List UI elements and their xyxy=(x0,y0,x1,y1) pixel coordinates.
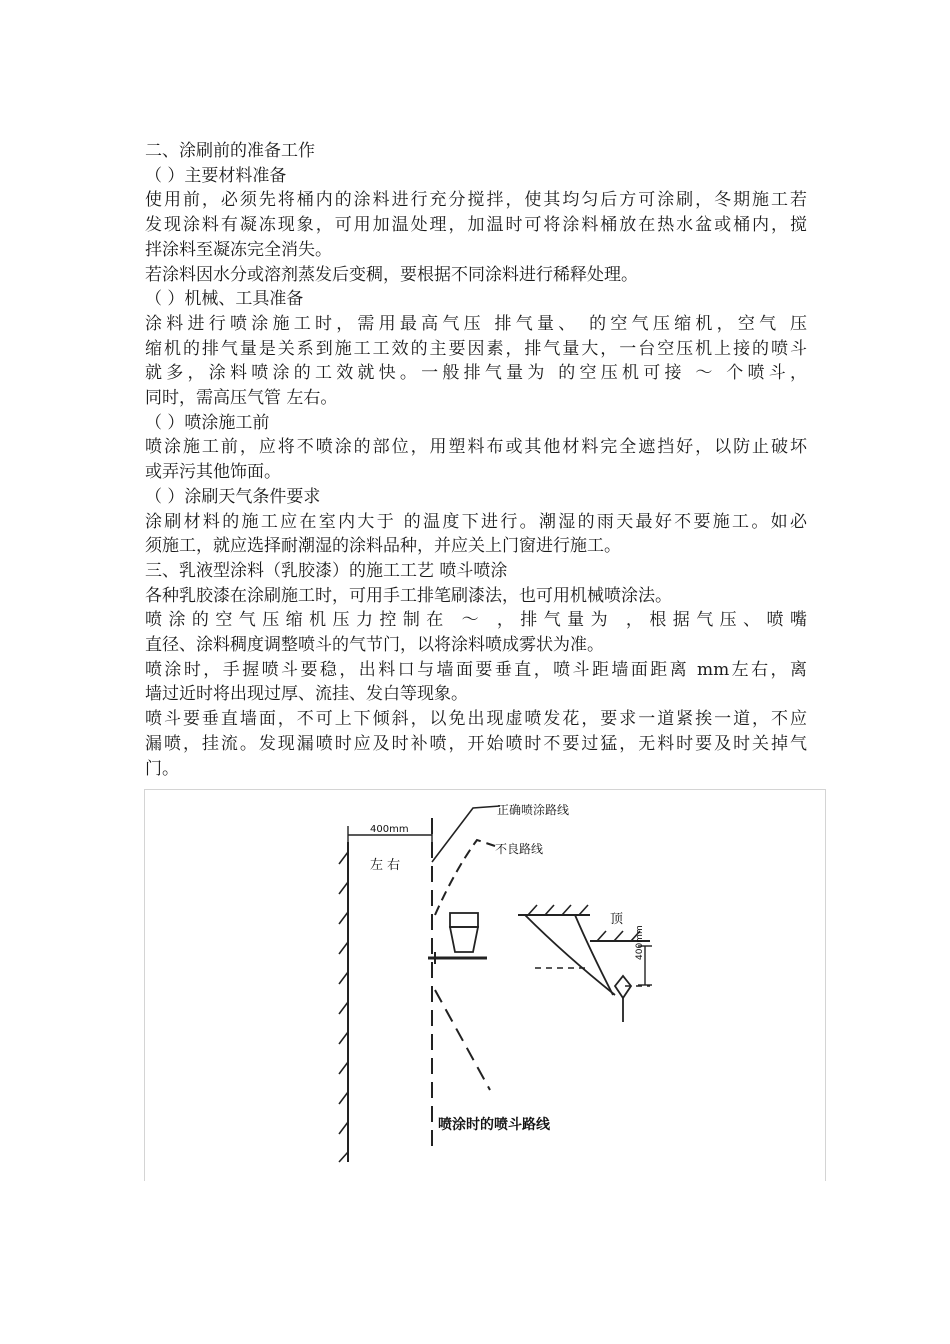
document-body xyxy=(145,139,807,781)
text-line: 喷涂施工前，应将不喷涂的部位，用塑料布或其他材料完全遮挡好，以防止破坏 xyxy=(145,437,807,458)
text-line: 发现涂料有凝冻现象，可用加温处理，加温时可将涂料桶放在热水盆或桶内，搅 xyxy=(145,215,807,236)
text-line: （ ）喷涂施工前 xyxy=(145,412,270,433)
text-line: 同时，需高压气管 左右。 xyxy=(145,388,338,409)
nozzle xyxy=(615,976,631,998)
corner-curve xyxy=(525,915,615,995)
text-line: 门。 xyxy=(145,758,179,779)
text-line: 涂料进行喷涂施工时，需用最高气压 排气量、 的空气压缩机，空气 压 xyxy=(145,313,807,334)
text-line: 直径、涂料稠度调整喷斗的气节门，以将涂料喷成雾状为准。 xyxy=(145,635,604,656)
bad-spray-path-lower xyxy=(435,990,490,1090)
top-label: 顶 xyxy=(610,912,624,927)
text-line: 三、乳液型涂料（乳胶漆）的施工工艺 喷斗喷涂 xyxy=(145,560,508,581)
text-line: 涂刷材料的施工应在室内大于 的温度下进行。潮湿的雨天最好不要施工。如必 xyxy=(145,511,807,532)
text-line: 喷斗要垂直墙面，不可上下倾斜，以免出现虚喷发花，要求一道紧挨一道，不应 xyxy=(145,709,807,730)
text-line: 喷涂时，手握喷斗要稳，出料口与墙面要垂直，喷斗距墙面距离 mm左右，离 xyxy=(145,659,807,680)
text-line: 或弄污其他饰面。 xyxy=(145,462,281,483)
text-line: （ ）主要材料准备 xyxy=(145,165,287,186)
spray-path-figure xyxy=(144,789,826,1181)
text-line: （ ）机械、工具准备 xyxy=(145,289,304,310)
vertical-dimension-label: 400mm xyxy=(635,925,645,960)
wall-hatch xyxy=(339,852,348,1162)
text-line: 使用前，必须先将桶内的涂料进行充分搅拌，使其均匀后方可涂刷，冬期施工若 xyxy=(145,190,807,211)
text-line: （ ）涂刷天气条件要求 xyxy=(145,486,321,507)
text-line: 就多，涂料喷涂的工效就快。一般排气量为 的空压机可接 ～ 个喷斗， xyxy=(145,363,807,384)
bad-path-label: 不良路线 xyxy=(495,842,544,856)
bad-spray-path xyxy=(435,840,495,915)
text-line: 二、涂刷前的准备工作 xyxy=(145,141,315,161)
spray-gun-cup xyxy=(450,913,478,927)
left-right-label: 左 右 xyxy=(370,858,401,873)
dimension-label: 400mm xyxy=(370,824,409,835)
text-line: 缩机的排气量是关系到施工工效的主要因素，排气量大，一台空压机上接的喷斗 xyxy=(145,338,807,359)
text-line: 若涂料因水分或溶剂蒸发后变稠，要根据不同涂料进行稀释处理。 xyxy=(145,264,638,285)
text-line: 各种乳胶漆在涂刷施工时，可用手工排笔刷漆法，也可用机械喷涂法。 xyxy=(145,585,672,606)
text-line: 拌涂料至凝冻完全消失。 xyxy=(145,239,332,260)
text-line: 须施工，就应选择耐潮湿的涂料品种，并应关上门窗进行施工。 xyxy=(145,536,621,557)
text-line: 喷涂的空气压缩机压力控制在 ～ ，排气量为 ，根据气压、喷嘴 xyxy=(145,610,807,631)
text-line: 漏喷，挂流。发现漏喷时应及时补喷，开始喷时不要过猛，无料时要及时关掉气 xyxy=(145,733,807,754)
text-line: 墙过近时将出现过厚、流挂、发白等现象。 xyxy=(145,684,468,705)
figure-caption: 喷涂时的喷斗路线 xyxy=(438,1117,550,1133)
correct-path-label: 正确喷涂路线 xyxy=(497,803,570,817)
spray-gun-body xyxy=(450,927,478,952)
